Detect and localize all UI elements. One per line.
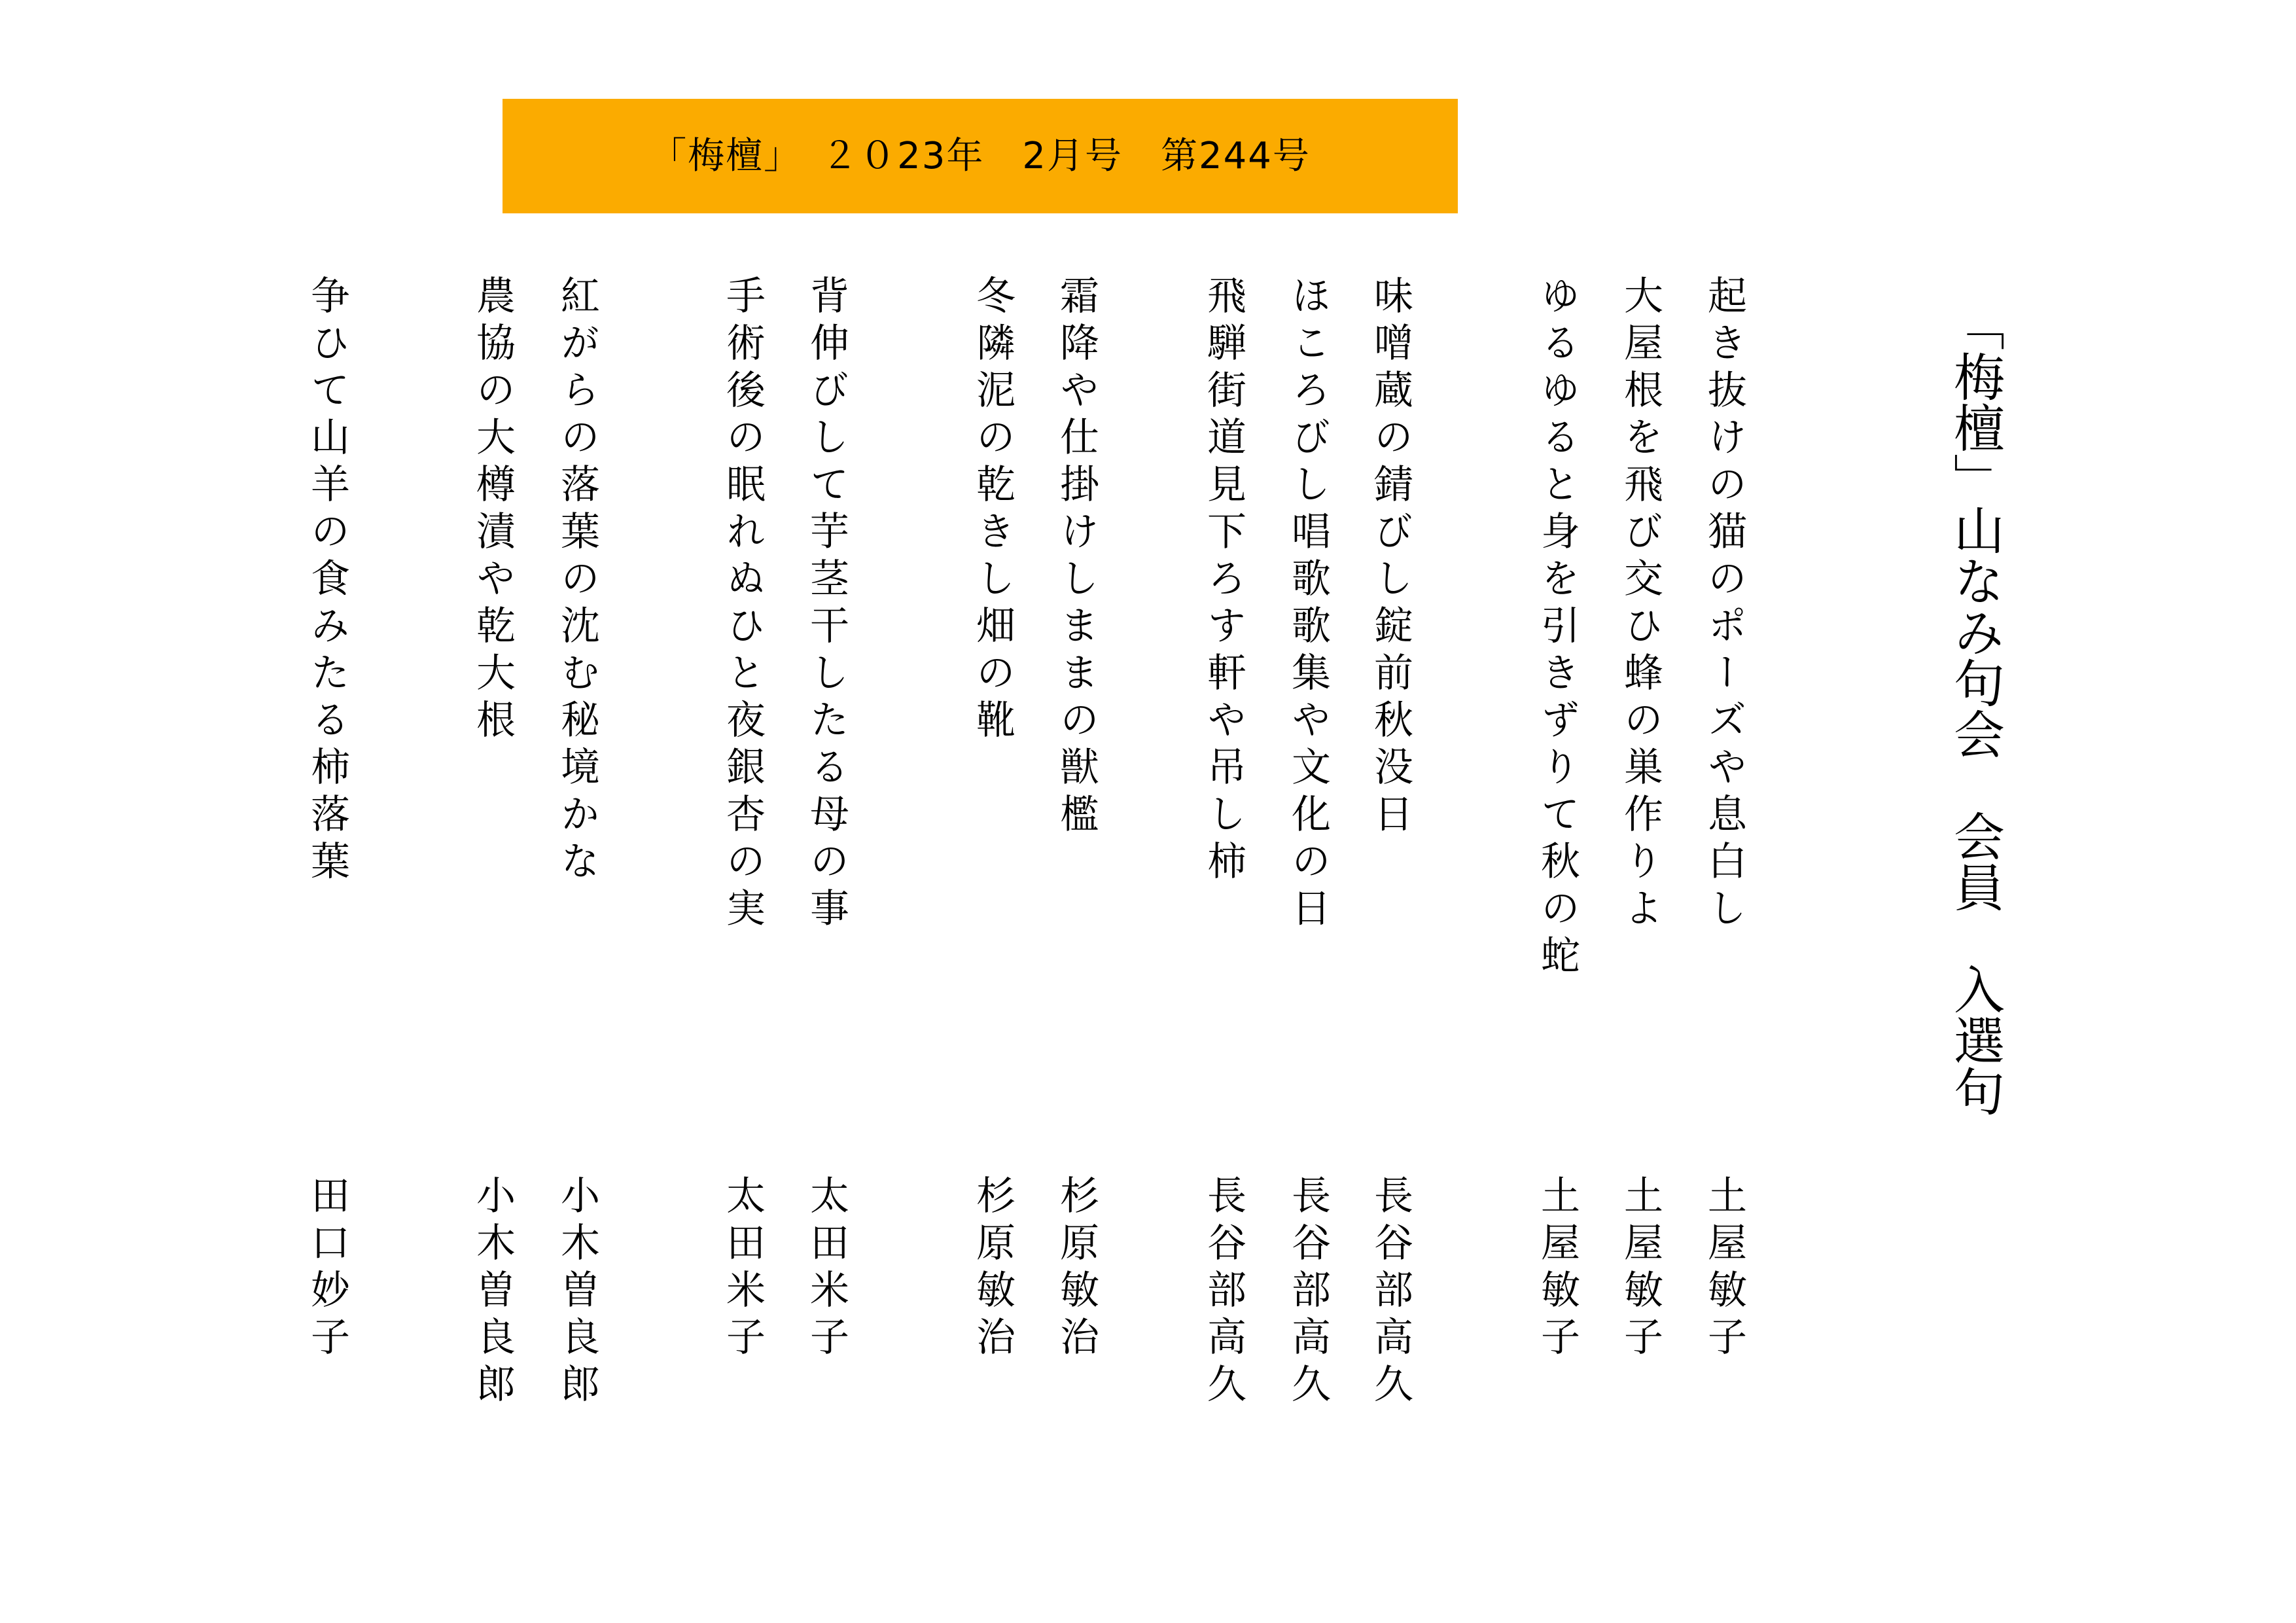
haiku-author: 土屋敏子	[1617, 1175, 1663, 1363]
haiku-text: 飛騨街道見下ろす軒や吊し柿	[1201, 275, 1246, 887]
haiku-text: 味噌蔵の錆びし錠前秋没日	[1368, 275, 1413, 840]
haiku-author: 長谷部高久	[1201, 1175, 1246, 1410]
haiku-text: 大屋根を飛び交ひ蜂の巣作りよ	[1617, 275, 1663, 935]
haiku-author: 太田米子	[804, 1175, 849, 1363]
haiku-text: 冬隣泥の乾きし畑の靴	[970, 275, 1016, 746]
haiku-text: ゆるゆると身を引きずりて秋の蛇	[1534, 275, 1580, 982]
haiku-author: 小木曽良郎	[554, 1175, 600, 1410]
haiku-author: 土屋敏子	[1534, 1175, 1580, 1363]
haiku-text: 農協の大樽漬や乾大根	[470, 275, 516, 746]
haiku-author: 太田米子	[720, 1175, 766, 1363]
haiku-author: 杉原敏治	[970, 1175, 1016, 1363]
haiku-author: 杉原敏治	[1053, 1175, 1099, 1363]
haiku-text: 起き抜けの猫のポーズや息白し	[1701, 275, 1747, 935]
haiku-text: ほころびし唱歌歌集や文化の日	[1285, 275, 1331, 935]
haiku-text: 手術後の眠れぬひと夜銀杏の実	[720, 275, 766, 935]
haiku-author: 田口妙子	[304, 1175, 350, 1363]
haiku-text: 背伸びして芋茎干したる母の事	[804, 275, 849, 935]
issue-banner	[503, 99, 1458, 213]
haiku-author: 長谷部高久	[1285, 1175, 1331, 1410]
page-title: 「梅檀」山なみ句会 会員 入選句	[1945, 300, 2004, 1116]
haiku-author: 長谷部高久	[1368, 1175, 1413, 1410]
haiku-text: 紅がらの落葉の沈む秘境かな	[554, 275, 600, 887]
haiku-text: 争ひて山羊の食みたる柿落葉	[304, 275, 350, 887]
haiku-text: 霜降や仕掛けしままの獣檻	[1053, 275, 1099, 840]
haiku-author: 土屋敏子	[1701, 1175, 1747, 1363]
issue-banner-text: 「梅檀」 ２０23年 2月号 第244号	[650, 135, 1311, 177]
haiku-author: 小木曽良郎	[470, 1175, 516, 1410]
